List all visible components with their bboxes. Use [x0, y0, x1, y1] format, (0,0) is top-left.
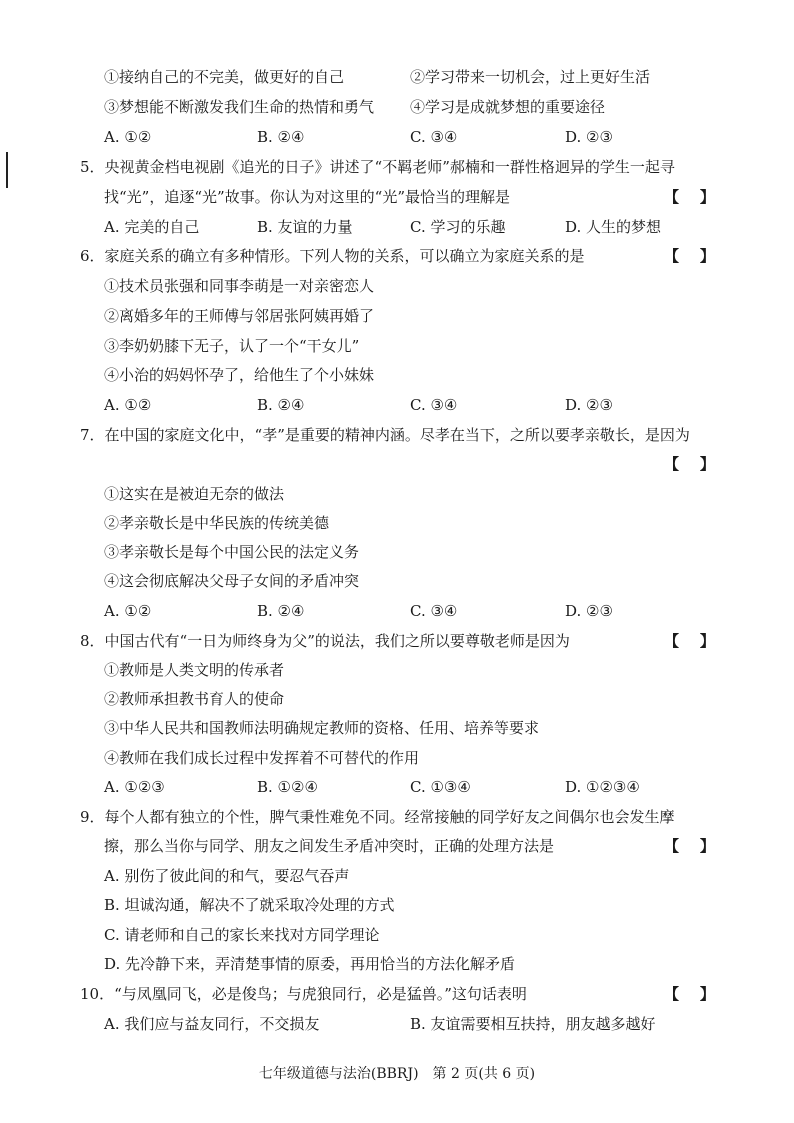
page-footer: 七年级道德与法治(BBRJ) 第 2 页(共 6 页)	[258, 1066, 536, 1082]
q6-item-4: ④小治的妈妈怀孕了，给他生了个小妹妹	[104, 366, 375, 384]
q9-option-d: D. 先冷静下来，弄清楚事情的原委，再用恰当的方法化解矛盾	[104, 955, 516, 973]
q8-option-a: A. ①②③	[104, 778, 165, 796]
q7-item-1: ①这实在是被迫无奈的做法	[104, 485, 285, 503]
q7-option-c: C. ③④	[410, 602, 458, 620]
q9-answer-bracket: 【 】	[664, 837, 715, 855]
q5-option-d: D. 人生的梦想	[565, 218, 662, 236]
q6-option-d: D. ②③	[565, 396, 613, 414]
q7-answer-bracket: 【 】	[664, 455, 715, 473]
q9-option-a: A. 别伤了彼此间的和气，要忍气吞声	[104, 867, 350, 885]
q6-option-b: B. ②④	[257, 396, 305, 414]
q9-stem-line2: 擦，那么当你与同学、朋友之间发生矛盾冲突时，正确的处理方法是	[104, 837, 555, 855]
q6-option-a: A. ①②	[104, 396, 152, 414]
q4-option-b: B. ②④	[257, 128, 305, 146]
q6-option-c: C. ③④	[410, 396, 458, 414]
q6-item-2: ②离婚多年的王师傅与邻居张阿姨再婚了	[104, 307, 375, 325]
q5-option-c: C. 学习的乐趣	[410, 218, 506, 236]
q4-item-2: ②学习带来一切机会，过上更好生活	[410, 68, 651, 86]
q6-item-1: ①技术员张强和同事李萌是一对亲密恋人	[104, 277, 375, 295]
q7-option-b: B. ②④	[257, 602, 305, 620]
q8-item-2: ②教师承担教书育人的使命	[104, 690, 285, 708]
q6-item-3: ③李奶奶膝下无子，认了一个“干女儿”	[104, 337, 360, 355]
q9-stem-line1: 9．每个人都有独立的个性，脾气秉性难免不同。经常接触的同学好友之间偶尔也会发生摩	[80, 808, 675, 826]
q7-stem: 7．在中国的家庭文化中，“孝”是重要的精神内涵。尽孝在当下，之所以要孝亲敬长，是因为	[80, 426, 690, 444]
q7-item-4: ④这会彻底解决父母子女间的矛盾冲突	[104, 572, 360, 590]
q7-option-d: D. ②③	[565, 602, 613, 620]
q5-option-a: A. 完美的自己	[104, 218, 200, 236]
q4-item-1: ①接纳自己的不完美，做更好的自己	[104, 68, 345, 86]
q10-option-b: B. 友谊需要相互扶持，朋友越多越好	[410, 1015, 656, 1033]
q8-item-3: ③中华人民共和国教师法明确规定教师的资格、任用、培养等要求	[104, 719, 540, 737]
q5-answer-bracket: 【 】	[664, 188, 715, 206]
q7-option-a: A. ①②	[104, 602, 152, 620]
q4-option-d: D. ②③	[565, 128, 613, 146]
q4-item-4: ④学习是成就梦想的重要途径	[410, 98, 606, 116]
q5-option-b: B. 友谊的力量	[257, 218, 353, 236]
q6-stem: 6．家庭关系的确立有多种情形。下列人物的关系，可以确立为家庭关系的是	[80, 247, 585, 265]
q7-item-3: ③孝亲敬长是每个中国公民的法定义务	[104, 543, 360, 561]
q8-item-4: ④教师在我们成长过程中发挥着不可替代的作用	[104, 749, 420, 767]
q8-option-c: C. ①③④	[410, 778, 471, 796]
q10-option-a: A. 我们应与益友同行，不交损友	[104, 1015, 320, 1033]
q4-item-3: ③梦想能不断激发我们生命的热情和勇气	[104, 98, 375, 116]
margin-mark	[6, 152, 8, 188]
q10-answer-bracket: 【 】	[664, 985, 715, 1003]
q7-item-2: ②孝亲敬长是中华民族的传统美德	[104, 514, 330, 532]
q8-option-b: B. ①②④	[257, 778, 318, 796]
q5-stem-line1: 5．央视黄金档电视剧《追光的日子》讲述了“不羁老师”郝楠和一群性格迥异的学生一起寻	[80, 158, 675, 176]
q8-stem: 8．中国古代有“一日为师终身为父”的说法，我们之所以要尊敬老师是因为	[80, 632, 570, 650]
q9-option-b: B. 坦诚沟通，解决不了就采取冷处理的方式	[104, 896, 395, 914]
q4-option-c: C. ③④	[410, 128, 458, 146]
q9-option-c: C. 请老师和自己的家长来找对方同学理论	[104, 926, 380, 944]
q10-stem: 10．“与凤凰同飞，必是俊鸟；与虎狼同行，必是猛兽。”这句话表明	[80, 985, 527, 1003]
q5-stem-line2: 找“光”，追逐“光”故事。你认为对这里的“光”最恰当的理解是	[104, 188, 511, 206]
q8-item-1: ①教师是人类文明的传承者	[104, 661, 285, 679]
q4-option-a: A. ①②	[104, 128, 152, 146]
q8-option-d: D. ①②③④	[565, 778, 640, 796]
q6-answer-bracket: 【 】	[664, 247, 715, 265]
q8-answer-bracket: 【 】	[664, 632, 715, 650]
